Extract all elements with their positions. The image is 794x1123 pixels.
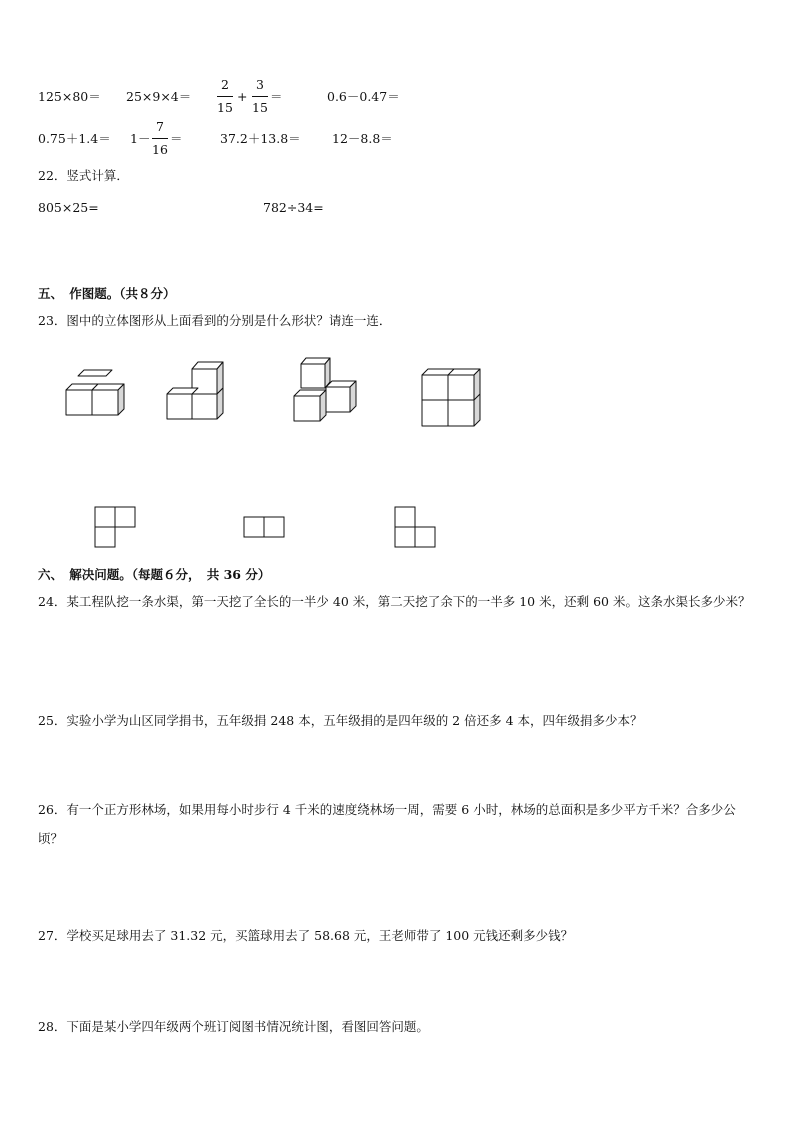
solid-figure-3 <box>294 358 356 421</box>
fraction-numerator: 2 <box>221 77 229 92</box>
fraction-numerator: 3 <box>256 77 264 92</box>
calc-0.6-0.47: 0.6－0.47＝ <box>327 89 400 104</box>
solid-figure-1 <box>66 370 124 415</box>
question-26: 26．有一个正方形林场，如果用每小时步行 4 千米的速度绕林场一周，需要 6 小时，林场的总面积是多少平方千米？合多少公顷？ <box>38 802 736 846</box>
one-minus: 1－ <box>130 131 151 146</box>
top-view-1 <box>95 507 135 547</box>
section-5-heading: 五、 作图题。（共８分） <box>38 286 176 301</box>
calc-0.75+1.4: 0.75＋1.4＝ <box>38 131 111 146</box>
equals-sign: ＝ <box>270 89 283 104</box>
question-23: 23．图中的立体图形从上面看到的分别是什么形状？请连一连． <box>38 313 392 328</box>
question-25: 25．实验小学为山区同学捐书，五年级捐 248 本，五年级捐的是四年级的 2 倍还多 4 本，四年级捐多少本？ <box>38 713 643 728</box>
question-22-title: 22．竖式计算． <box>38 168 129 183</box>
calc-12-8.8: 12－8.8＝ <box>332 131 393 146</box>
fraction-denominator: 15 <box>252 100 268 115</box>
section-6-heading: 六、 解决问题。（每题６分， 共 36 分） <box>38 567 271 582</box>
question-27: 27．学校买足球用去了 31.32 元，买篮球用去了 58.68 元，王老师带了 100 元钱还剩多少钱？ <box>38 928 574 943</box>
calc-25x9x4: 25×9×4＝ <box>126 89 192 104</box>
question-28: 28．下面是某小学四年级两个班订阅图书情况统计图，看图回答问题。 <box>38 1019 429 1034</box>
calc-37.2+13.8: 37.2＋13.8＝ <box>220 131 301 146</box>
equals-sign: ＝ <box>170 131 183 146</box>
fraction-denominator: 15 <box>217 100 233 115</box>
fraction-numerator: 7 <box>156 119 164 134</box>
vertical-calc-805x25: 805×25= <box>38 200 99 215</box>
calc-125x80: 125×80＝ <box>38 89 101 104</box>
plus-sign: + <box>237 89 248 104</box>
solid-figure-4 <box>422 369 480 426</box>
vertical-calc-782div34: 782÷34= <box>263 200 324 215</box>
solid-figure-2 <box>167 362 223 419</box>
top-view-3 <box>395 507 435 547</box>
fraction-denominator: 16 <box>152 142 168 157</box>
top-view-2 <box>244 517 284 537</box>
question-24: 24．某工程队挖一条水渠，第一天挖了全长的一半少 40 米，第二天挖了余下的一半多 10 米，还剩 60 米。这条水渠长多少米？ <box>38 594 751 609</box>
